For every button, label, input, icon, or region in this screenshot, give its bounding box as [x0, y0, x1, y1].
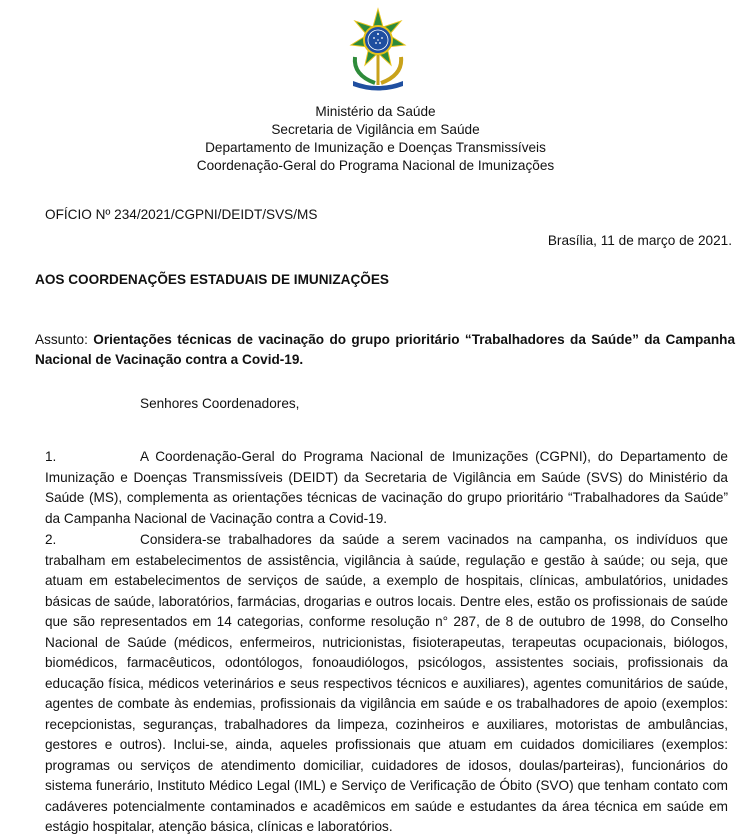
paragraph-number: 1. [45, 449, 57, 464]
header-secretariat: Secretaria de Vigilância em Saúde [271, 122, 480, 137]
oficio-number: OFÍCIO Nº 234/2021/CGPNI/DEIDT/SVS/MS [45, 207, 318, 222]
paragraph-1 [45, 447, 728, 529]
subject-text: Orientações técnicas de vacinação do grupo prioritário “Trabalhadores da Saúde” da Campanha Nacional de Vacinação contra a Covid-19. [35, 332, 735, 367]
header-department: Departamento de Imunização e Doenças Transmissíveis [205, 140, 546, 155]
greeting: Senhores Coordenadores, [140, 396, 300, 411]
header-coordination: Coordenação-Geral do Programa Nacional de Imunizações [196, 158, 555, 173]
paragraph-text: Considera-se trabalhadores da saúde a serem vacinados na campanha, os indivíduos que trabalham em estabelecimentos de assistência, vigilância à saúde, regulação e gestão à saúde; ou seja, que atuam em estabelecimentos de serviços de saúde, a exemplo de hospitais, clínicas, ambulatórios, unidades básicas de saúde, laboratórios, farmácias, drogarias e outros locais. Dentre eles, estão os profissionais de saúde que são representados em 14 categorias, conforme resolução n° 287, de 8 de outubro de 1998, do Conselho Nacional de Saúde (médicos, enfermeiros, nutricionistas, fisioterapeutas, terapeutas ocupacionais, biólogos, biomédicos, farmacêuticos, odontólogos, fonoaudiólogos, psicólogos, assistentes sociais, profissionais da educação física, médicos veterinários e seus respectivos técnicos e auxiliares), agentes comunitários de saúde, agentes de combate às endemias, profissionais da vigilância em saúde e os trabalhadores de apoio (exemplos: recepcionistas, seguranças, trabalhadores da limpeza, cozinheiros e auxiliares, motoristas de ambulâncias, gestores e outros). Inclui-se, ainda, aqueles profissionais que atuam em cuidados domiciliares (exemplos: programas ou serviços de atendimento domiciliar, cuidadores de idosos, doulas/parteiras), funcionários do sistema funerário, Instituto Médico Legal (IML) e Serviço de Verificação de Óbito (SVO) que tenham contato com cadáveres potencialmente contaminados e acadêmicos em saúde e estudantes da área técnica em saúde em estágio hospitalar, atenção básica, clínicas e laboratórios. [45, 532, 728, 834]
paragraph-2 [45, 530, 728, 838]
subject-label: Assunto: [35, 332, 94, 347]
paragraph-text: A Coordenação-Geral do Programa Nacional de Imunizações (CGPNI), do Departamento de Imunização e Doenças Transmissíveis (DEIDT) da Secretaria de Vigilância em Saúde (SVS) do Ministério da Saúde (MS), complementa as orientações técnicas de vacinação do grupo prioritário “Trabalhadores da Saúde” da Campanha Nacional de Vacinação contra a Covid-19. [45, 449, 728, 526]
document-date: Brasília, 11 de março de 2021. [547, 233, 732, 248]
subject [35, 330, 735, 370]
document-header [0, 103, 751, 175]
addressee: AOS COORDENAÇÕES ESTADUAIS DE IMUNIZAÇÕES [35, 272, 389, 287]
paragraph-number: 2. [45, 532, 57, 547]
brazil-coat-of-arms-icon [345, 7, 411, 91]
header-ministry: Ministério da Saúde [315, 104, 436, 119]
